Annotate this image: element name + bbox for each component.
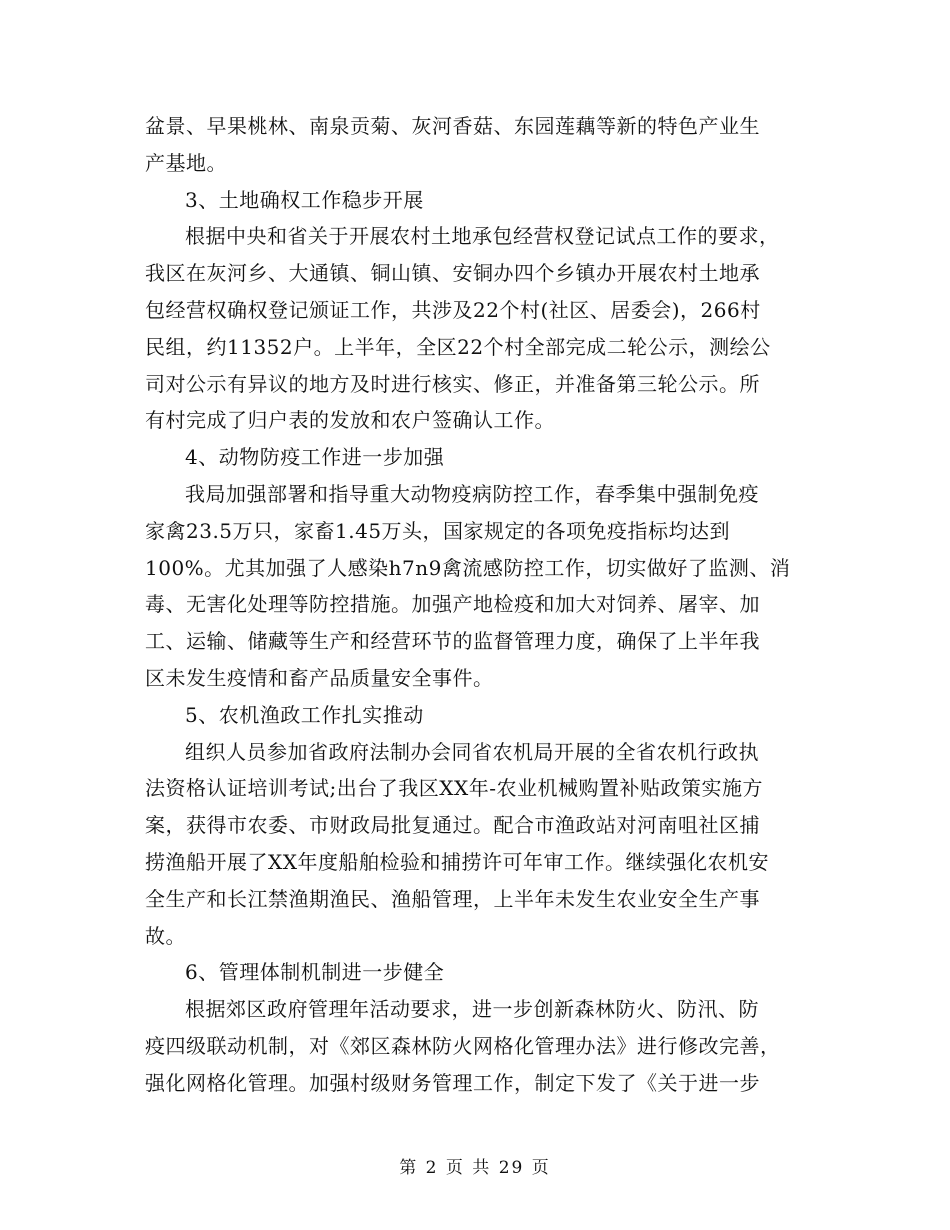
- text-line: 民组，约11352户。上半年，全区22个村全部完成二轮公示，测绘公: [145, 334, 771, 359]
- text-line: 故。: [145, 923, 186, 948]
- text-line: 毒、无害化处理等防控措施。加强产地检疫和加大对饲养、屠宰、加: [145, 592, 760, 617]
- text-line: 家禽23.5万只，家畜1.45万头，国家规定的各项免疫指标均达到: [145, 518, 731, 543]
- text-line: 工、运输、储藏等生产和经营环节的监督管理力度，确保了上半年我: [145, 629, 760, 654]
- text-line: 100%。尤其加强了人感染h7n9禽流感防控工作，切实做好了监测、消: [145, 555, 791, 580]
- text-line: 司对公示有异议的地方及时进行核实、修正，并准备第三轮公示。所: [145, 371, 760, 396]
- text-line: 疫四级联动机制，对《郊区森林防火网格化管理办法》进行修改完善，: [145, 1033, 781, 1058]
- text-line: 我区在灰河乡、大通镇、铜山镇、安铜办四个乡镇办开展农村土地承: [145, 261, 760, 286]
- text-line: 案，获得市农委、市财政局批复通过。配合市渔政站对河南咀社区捕: [145, 813, 760, 838]
- text-line: 5、农机渔政工作扎实推动: [185, 702, 424, 727]
- text-line: 盆景、早果桃林、南泉贡菊、灰河香菇、东园莲藕等新的特色产业生: [145, 114, 760, 138]
- text-line: 全生产和长江禁渔期渔民、渔船管理，上半年未发生农业安全生产事: [145, 886, 760, 911]
- text-line: 6、管理体制机制进一步健全: [185, 960, 445, 985]
- text-line: 区未发生疫情和畜产品质量安全事件。: [145, 665, 494, 690]
- text-line: 产基地。: [145, 150, 227, 175]
- text-line: 包经营权确权登记颁证工作，共涉及22个村(社区、居委会)，266村: [145, 297, 761, 322]
- text-line: 法资格认证培训考试;出台了我区XX年-农业机械购置补贴政策实施方: [145, 776, 763, 801]
- text-line: 我局加强部署和指导重大动物疫病防控工作，春季集中强制免疫: [185, 481, 759, 506]
- text-line: 4、动物防疫工作进一步加强: [185, 445, 445, 470]
- text-line: 强化网格化管理。加强村级财务管理工作，制定下发了《关于进一步: [145, 1070, 760, 1095]
- text-line: 根据中央和省关于开展农村土地承包经营权登记试点工作的要求，: [185, 224, 780, 249]
- document-body: [145, 108, 805, 1102]
- text-line: 组织人员参加省政府法制办会同省农机局开展的全省农机行政执: [185, 739, 759, 764]
- text-line: 有村完成了归户表的发放和农户签确认工作。: [145, 408, 555, 433]
- text-line: 3、土地确权工作稳步开展: [185, 187, 424, 212]
- page-footer: 第 2 页 共 29 页: [399, 1158, 551, 1178]
- text-line: 捞渔船开展了XX年度船舶检验和捕捞许可年审工作。继续强化农机安: [145, 849, 769, 874]
- text-line: 根据郊区政府管理年活动要求，进一步创新森林防火、防汛、防: [185, 997, 759, 1022]
